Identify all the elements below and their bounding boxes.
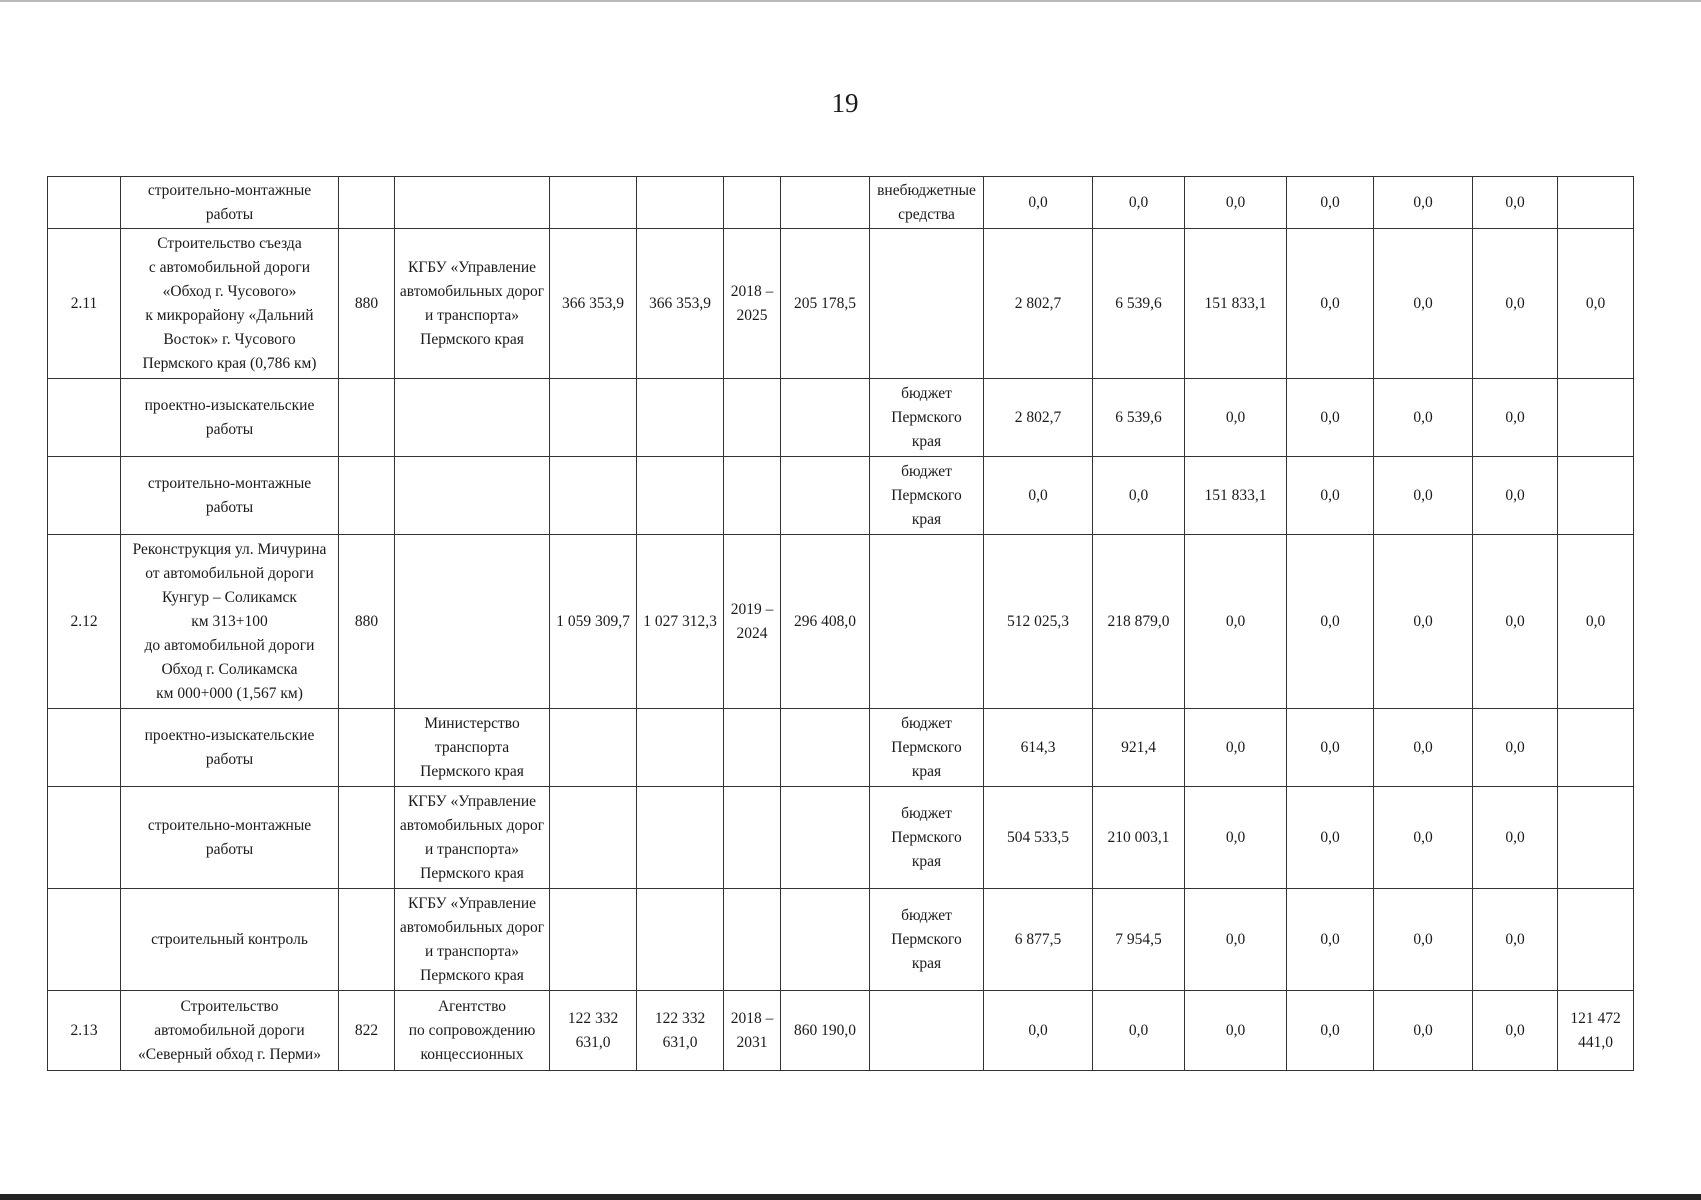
cell-funding-source: бюджет Пермского края xyxy=(870,889,984,991)
cell-year-2: 210 003,1 xyxy=(1093,787,1185,889)
cell-total-cost xyxy=(550,709,637,787)
cell-year-6: 0,0 xyxy=(1473,709,1558,787)
table-row xyxy=(48,177,1634,229)
cell-year-5: 0,0 xyxy=(1374,991,1473,1071)
cell-period: 2019 – 2024 xyxy=(724,535,781,709)
cell-year-6: 0,0 xyxy=(1473,457,1558,535)
cell-after-period xyxy=(1558,177,1634,229)
cell-responsible-org: Министерство транспорта Пермского края xyxy=(395,709,550,787)
cell-year-5: 0,0 xyxy=(1374,709,1473,787)
table-row xyxy=(48,709,1634,787)
cell-after-period: 0,0 xyxy=(1558,229,1634,379)
cell-completed-amount: 860 190,0 xyxy=(781,991,870,1071)
cell-code: 822 xyxy=(339,991,395,1071)
cell-year-5: 0,0 xyxy=(1374,379,1473,457)
cell-year-6: 0,0 xyxy=(1473,379,1558,457)
cell-year-2: 6 539,6 xyxy=(1093,379,1185,457)
cell-year-4: 0,0 xyxy=(1287,229,1374,379)
cell-responsible-org: КГБУ «Управление автомобильных дорог и транспорта» Пермского края xyxy=(395,889,550,991)
cell-period xyxy=(724,379,781,457)
cell-completed-amount xyxy=(781,709,870,787)
cell-funding-source: бюджет Пермского края xyxy=(870,379,984,457)
table-row xyxy=(48,889,1634,991)
cell-item-name: Строительство автомобильной дороги «Северный обход г. Перми» xyxy=(121,991,339,1071)
cell-total-cost: 366 353,9 xyxy=(550,229,637,379)
cell-year-5: 0,0 xyxy=(1374,229,1473,379)
cell-item-name: строительно-монтажные работы xyxy=(121,177,339,229)
cell-item-name: Реконструкция ул. Мичурина от автомобильной дороги Кунгур – Соликамск км 313+100 до автомобильной дороги Обход г. Соликамска км 000+000 (1,567 км) xyxy=(121,535,339,709)
cell-total-cost xyxy=(550,379,637,457)
scan-top-edge xyxy=(0,0,1701,2)
cell-year-3: 0,0 xyxy=(1185,889,1287,991)
cell-year-4: 0,0 xyxy=(1287,535,1374,709)
cell-completed-amount xyxy=(781,177,870,229)
cell-year-2: 0,0 xyxy=(1093,177,1185,229)
cell-year-6: 0,0 xyxy=(1473,177,1558,229)
cell-item-name: строительно-монтажные работы xyxy=(121,787,339,889)
cell-year-1: 0,0 xyxy=(984,177,1093,229)
cell-after-period xyxy=(1558,709,1634,787)
cell-year-6: 0,0 xyxy=(1473,535,1558,709)
cell-year-5: 0,0 xyxy=(1374,457,1473,535)
cell-year-3: 0,0 xyxy=(1185,709,1287,787)
cell-after-period xyxy=(1558,787,1634,889)
cell-completed-amount: 296 408,0 xyxy=(781,535,870,709)
cell-total-cost xyxy=(550,889,637,991)
cell-total-cost: 122 332 631,0 xyxy=(550,991,637,1071)
cell-period xyxy=(724,177,781,229)
cell-year-3: 0,0 xyxy=(1185,787,1287,889)
cell-item-name: строительно-монтажные работы xyxy=(121,457,339,535)
cell-total-cost xyxy=(550,457,637,535)
cell-year-1: 2 802,7 xyxy=(984,379,1093,457)
cell-code xyxy=(339,787,395,889)
cell-code: 880 xyxy=(339,229,395,379)
cell-year-3: 0,0 xyxy=(1185,535,1287,709)
cell-year-3: 0,0 xyxy=(1185,177,1287,229)
cell-year-4: 0,0 xyxy=(1287,991,1374,1071)
cell-year-2: 0,0 xyxy=(1093,991,1185,1071)
cell-funding-source: бюджет Пермского края xyxy=(870,709,984,787)
cell-estimated-cost: 122 332 631,0 xyxy=(637,991,724,1071)
cell-after-period xyxy=(1558,379,1634,457)
cell-completed-amount xyxy=(781,787,870,889)
cell-total-cost xyxy=(550,787,637,889)
cell-year-2: 7 954,5 xyxy=(1093,889,1185,991)
cell-funding-source xyxy=(870,229,984,379)
cell-item-number: 2.11 xyxy=(48,229,121,379)
cell-total-cost xyxy=(550,177,637,229)
cell-period: 2018 – 2031 xyxy=(724,991,781,1071)
cell-year-1: 0,0 xyxy=(984,991,1093,1071)
table-row xyxy=(48,787,1634,889)
cell-funding-source: бюджет Пермского края xyxy=(870,457,984,535)
cell-period xyxy=(724,889,781,991)
cell-estimated-cost xyxy=(637,889,724,991)
table-row xyxy=(48,229,1634,379)
cell-year-5: 0,0 xyxy=(1374,535,1473,709)
cell-item-number xyxy=(48,379,121,457)
cell-item-number: 2.12 xyxy=(48,535,121,709)
cell-code xyxy=(339,379,395,457)
cell-year-4: 0,0 xyxy=(1287,457,1374,535)
table-body xyxy=(48,177,1634,1071)
cell-year-2: 0,0 xyxy=(1093,457,1185,535)
cell-year-4: 0,0 xyxy=(1287,709,1374,787)
cell-funding-source: внебюджетные средства xyxy=(870,177,984,229)
cell-year-1: 0,0 xyxy=(984,457,1093,535)
table-row xyxy=(48,457,1634,535)
cell-responsible-org: КГБУ «Управление автомобильных дорог и транспорта» Пермского края xyxy=(395,787,550,889)
cell-year-5: 0,0 xyxy=(1374,787,1473,889)
cell-period xyxy=(724,457,781,535)
cell-item-name: строительный контроль xyxy=(121,889,339,991)
cell-period xyxy=(724,787,781,889)
cell-estimated-cost xyxy=(637,457,724,535)
cell-after-period: 0,0 xyxy=(1558,535,1634,709)
cell-funding-source xyxy=(870,991,984,1071)
cell-completed-amount: 205 178,5 xyxy=(781,229,870,379)
cell-item-name: проектно-изыскательские работы xyxy=(121,709,339,787)
cell-completed-amount xyxy=(781,457,870,535)
cell-item-number xyxy=(48,177,121,229)
cell-year-2: 218 879,0 xyxy=(1093,535,1185,709)
cell-year-3: 0,0 xyxy=(1185,991,1287,1071)
program-table xyxy=(47,176,1634,1071)
cell-year-1: 504 533,5 xyxy=(984,787,1093,889)
table-row xyxy=(48,379,1634,457)
cell-code xyxy=(339,889,395,991)
cell-responsible-org xyxy=(395,535,550,709)
cell-year-1: 614,3 xyxy=(984,709,1093,787)
cell-year-5: 0,0 xyxy=(1374,889,1473,991)
cell-item-number xyxy=(48,709,121,787)
cell-year-4: 0,0 xyxy=(1287,787,1374,889)
table-row xyxy=(48,991,1634,1071)
cell-code xyxy=(339,177,395,229)
cell-item-number xyxy=(48,787,121,889)
cell-item-number xyxy=(48,457,121,535)
page-number: 19 xyxy=(831,88,859,118)
cell-year-4: 0,0 xyxy=(1287,889,1374,991)
cell-year-5: 0,0 xyxy=(1374,177,1473,229)
cell-funding-source xyxy=(870,535,984,709)
cell-year-4: 0,0 xyxy=(1287,177,1374,229)
cell-completed-amount xyxy=(781,889,870,991)
cell-year-6: 0,0 xyxy=(1473,889,1558,991)
cell-item-number xyxy=(48,889,121,991)
cell-after-period xyxy=(1558,889,1634,991)
cell-funding-source: бюджет Пермского края xyxy=(870,787,984,889)
cell-estimated-cost: 1 027 312,3 xyxy=(637,535,724,709)
cell-code xyxy=(339,709,395,787)
cell-responsible-org: КГБУ «Управление автомобильных дорог и транспорта» Пермского края xyxy=(395,229,550,379)
cell-after-period: 121 472 441,0 xyxy=(1558,991,1634,1071)
cell-estimated-cost: 366 353,9 xyxy=(637,229,724,379)
cell-item-number: 2.13 xyxy=(48,991,121,1071)
cell-year-1: 6 877,5 xyxy=(984,889,1093,991)
cell-total-cost: 1 059 309,7 xyxy=(550,535,637,709)
cell-year-6: 0,0 xyxy=(1473,991,1558,1071)
cell-item-name: Строительство съезда с автомобильной дороги «Обход г. Чусового» к микрорайону «Дальний Восток» г. Чусового Пермского края (0,786 км) xyxy=(121,229,339,379)
cell-estimated-cost xyxy=(637,709,724,787)
cell-estimated-cost xyxy=(637,787,724,889)
cell-responsible-org: Агентство по сопровождению концессионных xyxy=(395,991,550,1071)
cell-period xyxy=(724,709,781,787)
cell-responsible-org xyxy=(395,379,550,457)
cell-code: 880 xyxy=(339,535,395,709)
cell-year-3: 0,0 xyxy=(1185,379,1287,457)
cell-year-1: 512 025,3 xyxy=(984,535,1093,709)
cell-year-1: 2 802,7 xyxy=(984,229,1093,379)
cell-after-period xyxy=(1558,457,1634,535)
cell-year-6: 0,0 xyxy=(1473,229,1558,379)
cell-year-4: 0,0 xyxy=(1287,379,1374,457)
cell-year-2: 6 539,6 xyxy=(1093,229,1185,379)
cell-responsible-org xyxy=(395,177,550,229)
cell-estimated-cost xyxy=(637,379,724,457)
cell-code xyxy=(339,457,395,535)
cell-year-3: 151 833,1 xyxy=(1185,457,1287,535)
cell-year-6: 0,0 xyxy=(1473,787,1558,889)
cell-estimated-cost xyxy=(637,177,724,229)
table-row xyxy=(48,535,1634,709)
cell-responsible-org xyxy=(395,457,550,535)
cell-period: 2018 – 2025 xyxy=(724,229,781,379)
scan-bottom-edge xyxy=(0,1194,1701,1200)
cell-item-name: проектно-изыскательские работы xyxy=(121,379,339,457)
cell-year-2: 921,4 xyxy=(1093,709,1185,787)
cell-year-3: 151 833,1 xyxy=(1185,229,1287,379)
cell-completed-amount xyxy=(781,379,870,457)
